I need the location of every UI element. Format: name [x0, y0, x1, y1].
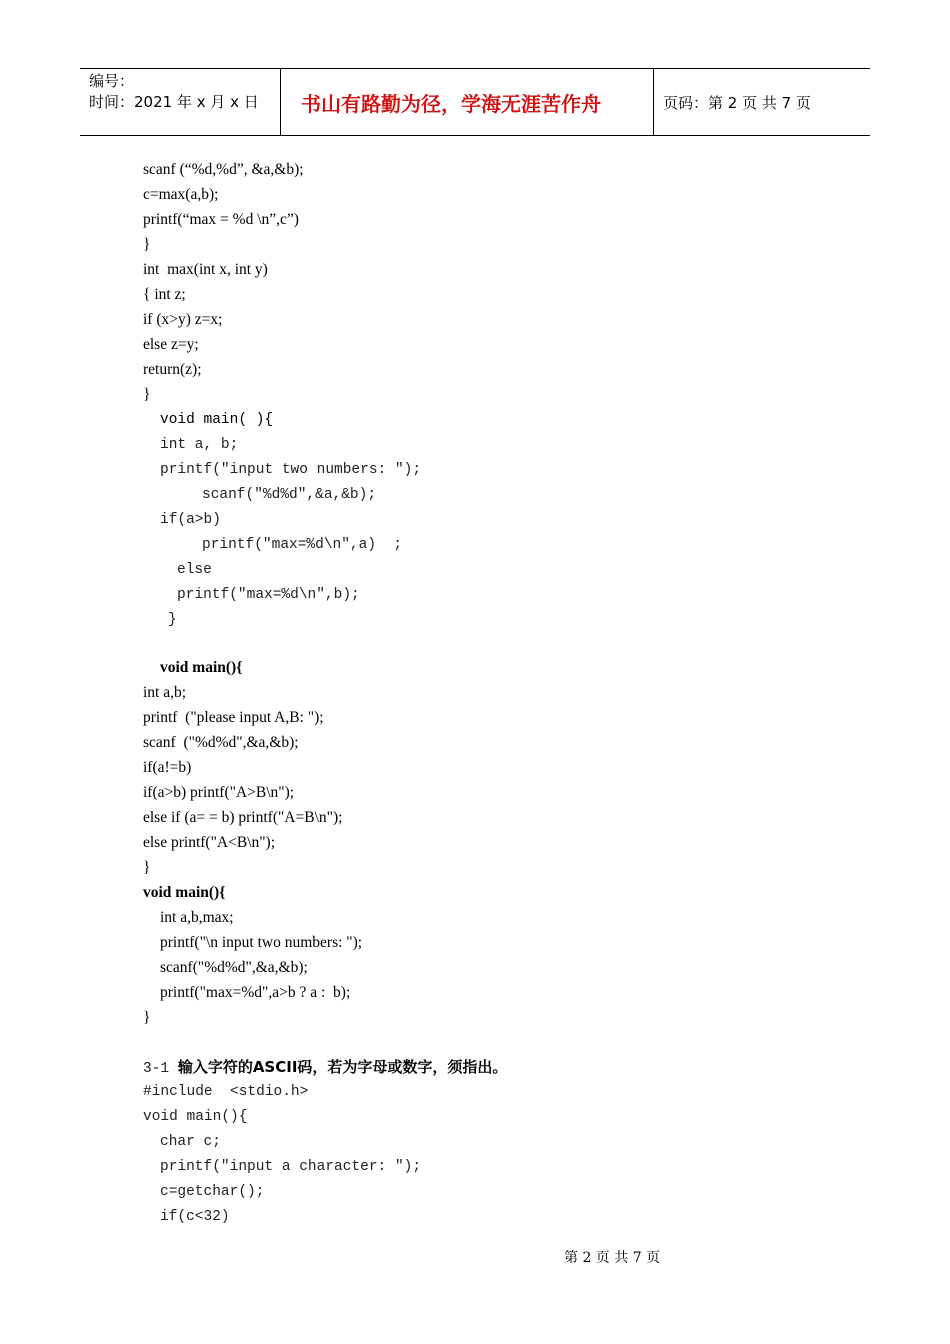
code-line: printf("max=%d\n",a) ; [202, 537, 403, 553]
header-table [80, 68, 870, 136]
header-motto: 书山有路勤为径，学海无涯苦作舟 [281, 69, 654, 135]
code-line: if(a>b) [160, 512, 221, 528]
time-label: 时间：2021 年 x 月 x 日 [89, 93, 259, 111]
code-line: if(c<32) [160, 1209, 230, 1225]
code-line: int a,b; [143, 684, 187, 701]
code-line: } [143, 859, 151, 876]
code-line: printf("input two numbers: "); [160, 462, 422, 478]
code-line: scanf("%d%d",&a,&b); [202, 487, 377, 503]
code-line: scanf ("%d%d",&a,&b); [143, 734, 299, 751]
code-line: } [168, 612, 177, 628]
code-line: printf("max=%d\n",b); [177, 587, 360, 603]
section-number: 3-1 [143, 1061, 178, 1077]
code-line: return(z); [143, 361, 202, 378]
code-line: printf("\n input two numbers: "); [160, 934, 363, 951]
code-line: else z=y; [143, 336, 199, 353]
code-line: { int z; [143, 286, 186, 303]
code-line: int a, b; [160, 437, 239, 453]
code-line: int a,b,max; [160, 909, 234, 926]
header-meta [80, 69, 281, 135]
code-line: void main(){ [143, 1109, 248, 1125]
code-line: else printf("A<B\n"); [143, 834, 276, 851]
code-line: else [177, 562, 212, 578]
code-line: printf(“max = %d \n”,c”) [143, 211, 299, 228]
code-line: printf("max=%d",a>b ? a : b); [160, 984, 351, 1001]
section-title: 输入字符的ASCII码，若为字母或数字，须指出。 [177, 1058, 508, 1076]
footer-page-number: 第 2 页 共 7 页 [564, 1250, 661, 1266]
code-line: printf("input a character: "); [160, 1159, 422, 1175]
code-line: printf ("please input A,B: "); [143, 709, 324, 726]
code-line: int max(int x, int y) [143, 261, 268, 278]
code-line: c=getchar(); [160, 1184, 265, 1200]
code-line: else if (a= = b) printf("A=B\n"); [143, 809, 343, 826]
code-line: #include <stdio.h> [143, 1084, 309, 1100]
code-line: void main( ){ [160, 412, 274, 428]
code-line: c=max(a,b); [143, 186, 219, 203]
code-line: char c; [160, 1134, 221, 1150]
code-line: } [143, 236, 151, 253]
header-page-info: 页码：第 2 页 共 7 页 [663, 93, 811, 112]
code-line: if(a!=b) [143, 759, 192, 776]
code-line: scanf("%d%d",&a,&b); [160, 959, 308, 976]
section-heading [143, 1057, 507, 1077]
code-line: if(a>b) printf("A>B\n"); [143, 784, 295, 801]
code-line: void main(){ [143, 884, 226, 901]
code-line: void main(){ [160, 659, 243, 676]
code-line: } [143, 1009, 151, 1026]
number-label: 编号： [89, 72, 135, 90]
code-line: if (x>y) z=x; [143, 311, 223, 328]
code-line: scanf (“%d,%d”, &a,&b); [143, 161, 304, 178]
code-line: } [143, 386, 151, 403]
